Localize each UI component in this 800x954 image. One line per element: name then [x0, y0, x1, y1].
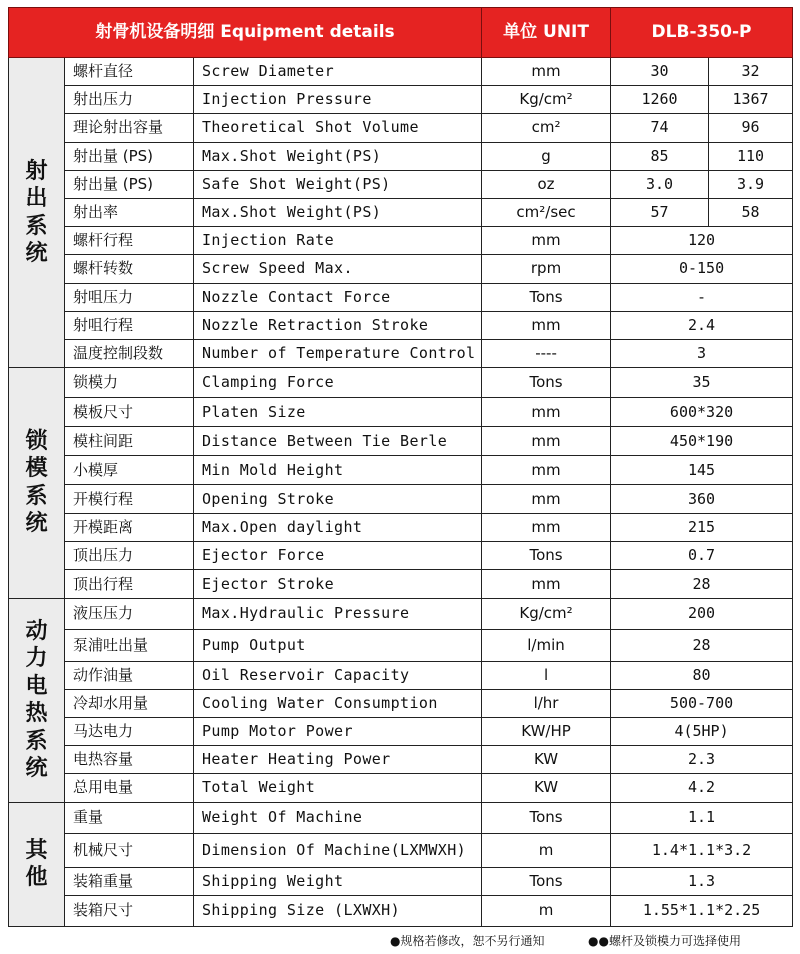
spec-row — [9, 802, 793, 833]
param-name-zh: 理论射出容量 — [65, 114, 194, 142]
param-value: 1.55*1.1*2.25 — [611, 895, 793, 926]
param-unit: Tons — [482, 802, 611, 833]
param-value-a: 85 — [611, 142, 709, 170]
param-value: 28 — [611, 629, 793, 661]
param-value: 35 — [611, 368, 793, 398]
param-value-a: 74 — [611, 114, 709, 142]
param-name-zh: 射出率 — [65, 198, 194, 226]
spec-row — [9, 142, 793, 170]
param-unit: g — [482, 142, 611, 170]
param-name-en: Distance Between Tie Berle — [194, 427, 482, 456]
param-name-en: Theoretical Shot Volume — [194, 114, 482, 142]
header-row — [9, 8, 793, 58]
param-name-zh: 模板尺寸 — [65, 398, 194, 427]
param-name-zh: 总用电量 — [65, 774, 194, 802]
param-name-en: Max.Hydraulic Pressure — [194, 598, 482, 629]
param-name-en: Injection Pressure — [194, 86, 482, 114]
param-name-zh: 冷却水用量 — [65, 689, 194, 717]
param-name-zh: 小模厚 — [65, 456, 194, 485]
param-name-zh: 机械尺寸 — [65, 833, 194, 867]
param-unit: mm — [482, 485, 611, 514]
param-unit: l/min — [482, 629, 611, 661]
param-unit: Tons — [482, 283, 611, 311]
param-value-b: 32 — [709, 58, 793, 86]
spec-row — [9, 255, 793, 283]
spec-row — [9, 311, 793, 339]
section-label: 锁模系统 — [9, 368, 65, 599]
param-name-en: Max.Shot Weight(PS) — [194, 198, 482, 226]
param-name-zh: 射出压力 — [65, 86, 194, 114]
param-name-zh: 马达电力 — [65, 718, 194, 746]
param-unit: oz — [482, 170, 611, 198]
param-value: 200 — [611, 598, 793, 629]
param-name-en: Platen Size — [194, 398, 482, 427]
param-value: 450*190 — [611, 427, 793, 456]
param-name-en: Heater Heating Power — [194, 746, 482, 774]
section-label: 动力电热系统 — [9, 598, 65, 802]
param-unit: mm — [482, 227, 611, 255]
spec-row — [9, 718, 793, 746]
param-unit: rpm — [482, 255, 611, 283]
param-value: 28 — [611, 570, 793, 598]
param-name-en: Pump Motor Power — [194, 718, 482, 746]
footnote-spec-change: ●规格若修改，恕不另行通知 — [390, 934, 545, 948]
param-name-en: Nozzle Contact Force — [194, 283, 482, 311]
param-name-zh: 动作油量 — [65, 661, 194, 689]
param-value-b: 3.9 — [709, 170, 793, 198]
param-value: 1.1 — [611, 802, 793, 833]
param-unit: cm²/sec — [482, 198, 611, 226]
param-name-en: Number of Temperature Control — [194, 339, 482, 367]
param-name-en: Pump Output — [194, 629, 482, 661]
param-name-en: Shipping Size (LXWXH) — [194, 895, 482, 926]
param-value-a: 1260 — [611, 86, 709, 114]
spec-row — [9, 570, 793, 598]
param-name-zh: 开模距离 — [65, 514, 194, 542]
param-name-en: Clamping Force — [194, 368, 482, 398]
param-name-zh: 装箱尺寸 — [65, 895, 194, 926]
param-name-zh: 泵浦吐出量 — [65, 629, 194, 661]
param-name-zh: 螺杆直径 — [65, 58, 194, 86]
param-name-en: Nozzle Retraction Stroke — [194, 311, 482, 339]
param-name-en: Ejector Stroke — [194, 570, 482, 598]
param-unit: m — [482, 833, 611, 867]
param-value: - — [611, 283, 793, 311]
param-name-en: Opening Stroke — [194, 485, 482, 514]
spec-sheet — [8, 7, 792, 927]
param-unit: mm — [482, 398, 611, 427]
spec-row — [9, 198, 793, 226]
param-unit: Tons — [482, 867, 611, 895]
param-name-zh: 开模行程 — [65, 485, 194, 514]
spec-row — [9, 114, 793, 142]
param-value: 4.2 — [611, 774, 793, 802]
param-name-en: Ejector Force — [194, 542, 482, 570]
model-header: DLB-350-P — [611, 8, 793, 58]
param-value-b: 1367 — [709, 86, 793, 114]
param-value: 600*320 — [611, 398, 793, 427]
param-value: 1.3 — [611, 867, 793, 895]
param-value: 0-150 — [611, 255, 793, 283]
param-name-zh: 顶出行程 — [65, 570, 194, 598]
spec-body — [9, 58, 793, 927]
footnote-options: ●●螺杆及锁模力可选择使用 — [588, 934, 741, 948]
spec-row — [9, 456, 793, 485]
param-name-en: Cooling Water Consumption — [194, 689, 482, 717]
param-value: 3 — [611, 339, 793, 367]
param-unit: KW/HP — [482, 718, 611, 746]
param-unit: m — [482, 895, 611, 926]
param-unit: mm — [482, 456, 611, 485]
param-name-zh: 重量 — [65, 802, 194, 833]
spec-row — [9, 427, 793, 456]
spec-row — [9, 514, 793, 542]
param-name-en: Max.Open daylight — [194, 514, 482, 542]
param-value: 80 — [611, 661, 793, 689]
spec-row — [9, 746, 793, 774]
spec-row — [9, 867, 793, 895]
spec-row — [9, 774, 793, 802]
param-name-zh: 液压压力 — [65, 598, 194, 629]
param-unit: cm² — [482, 114, 611, 142]
spec-row — [9, 58, 793, 86]
param-value-b: 96 — [709, 114, 793, 142]
param-unit: l — [482, 661, 611, 689]
param-unit: ---- — [482, 339, 611, 367]
param-unit: mm — [482, 311, 611, 339]
spec-row — [9, 227, 793, 255]
param-value: 120 — [611, 227, 793, 255]
unit-header: 单位 UNIT — [482, 8, 611, 58]
spec-row — [9, 689, 793, 717]
param-unit: KW — [482, 746, 611, 774]
param-unit: mm — [482, 427, 611, 456]
param-unit: KW — [482, 774, 611, 802]
param-name-zh: 螺杆转数 — [65, 255, 194, 283]
param-name-en: Max.Shot Weight(PS) — [194, 142, 482, 170]
table-title: 射骨机设备明细 Equipment details — [9, 8, 482, 58]
param-unit: Tons — [482, 542, 611, 570]
param-name-en: Injection Rate — [194, 227, 482, 255]
param-unit: l/hr — [482, 689, 611, 717]
param-name-zh: 装箱重量 — [65, 867, 194, 895]
spec-row — [9, 485, 793, 514]
param-name-zh: 射咀行程 — [65, 311, 194, 339]
param-name-zh: 射出量 (PS) — [65, 142, 194, 170]
param-value-a: 57 — [611, 198, 709, 226]
param-name-zh: 温度控制段数 — [65, 339, 194, 367]
section-label: 其他 — [9, 802, 65, 926]
param-name-zh: 射出量 (PS) — [65, 170, 194, 198]
param-name-en: Screw Speed Max. — [194, 255, 482, 283]
param-name-en: Safe Shot Weight(PS) — [194, 170, 482, 198]
param-name-zh: 模柱间距 — [65, 427, 194, 456]
spec-row — [9, 598, 793, 629]
spec-row — [9, 542, 793, 570]
spec-row — [9, 895, 793, 926]
param-value-b: 58 — [709, 198, 793, 226]
footer-notes — [0, 932, 800, 950]
param-value: 4(5HP) — [611, 718, 793, 746]
param-value: 0.7 — [611, 542, 793, 570]
spec-row — [9, 398, 793, 427]
param-unit: Kg/cm² — [482, 598, 611, 629]
param-value: 2.3 — [611, 746, 793, 774]
spec-row — [9, 629, 793, 661]
spec-row — [9, 339, 793, 367]
spec-row — [9, 86, 793, 114]
param-unit: mm — [482, 58, 611, 86]
param-value: 145 — [611, 456, 793, 485]
param-name-en: Screw Diameter — [194, 58, 482, 86]
param-value: 2.4 — [611, 311, 793, 339]
spec-row — [9, 283, 793, 311]
spec-row — [9, 661, 793, 689]
param-name-en: Total Weight — [194, 774, 482, 802]
param-value: 360 — [611, 485, 793, 514]
param-value: 1.4*1.1*3.2 — [611, 833, 793, 867]
param-value-a: 3.0 — [611, 170, 709, 198]
param-name-zh: 顶出压力 — [65, 542, 194, 570]
param-name-en: Dimension Of Machine(LXMWXH) — [194, 833, 482, 867]
param-value: 215 — [611, 514, 793, 542]
param-unit: Kg/cm² — [482, 86, 611, 114]
param-name-en: Oil Reservoir Capacity — [194, 661, 482, 689]
spec-row — [9, 170, 793, 198]
param-name-zh: 锁模力 — [65, 368, 194, 398]
param-name-zh: 电热容量 — [65, 746, 194, 774]
param-value-b: 110 — [709, 142, 793, 170]
param-unit: mm — [482, 514, 611, 542]
param-name-en: Weight Of Machine — [194, 802, 482, 833]
spec-table — [8, 7, 793, 927]
param-value: 500-700 — [611, 689, 793, 717]
param-unit: Tons — [482, 368, 611, 398]
spec-row — [9, 833, 793, 867]
param-name-en: Shipping Weight — [194, 867, 482, 895]
param-value-a: 30 — [611, 58, 709, 86]
param-unit: mm — [482, 570, 611, 598]
param-name-zh: 螺杆行程 — [65, 227, 194, 255]
section-label: 射出系统 — [9, 58, 65, 368]
param-name-en: Min Mold Height — [194, 456, 482, 485]
param-name-zh: 射咀压力 — [65, 283, 194, 311]
spec-row — [9, 368, 793, 398]
